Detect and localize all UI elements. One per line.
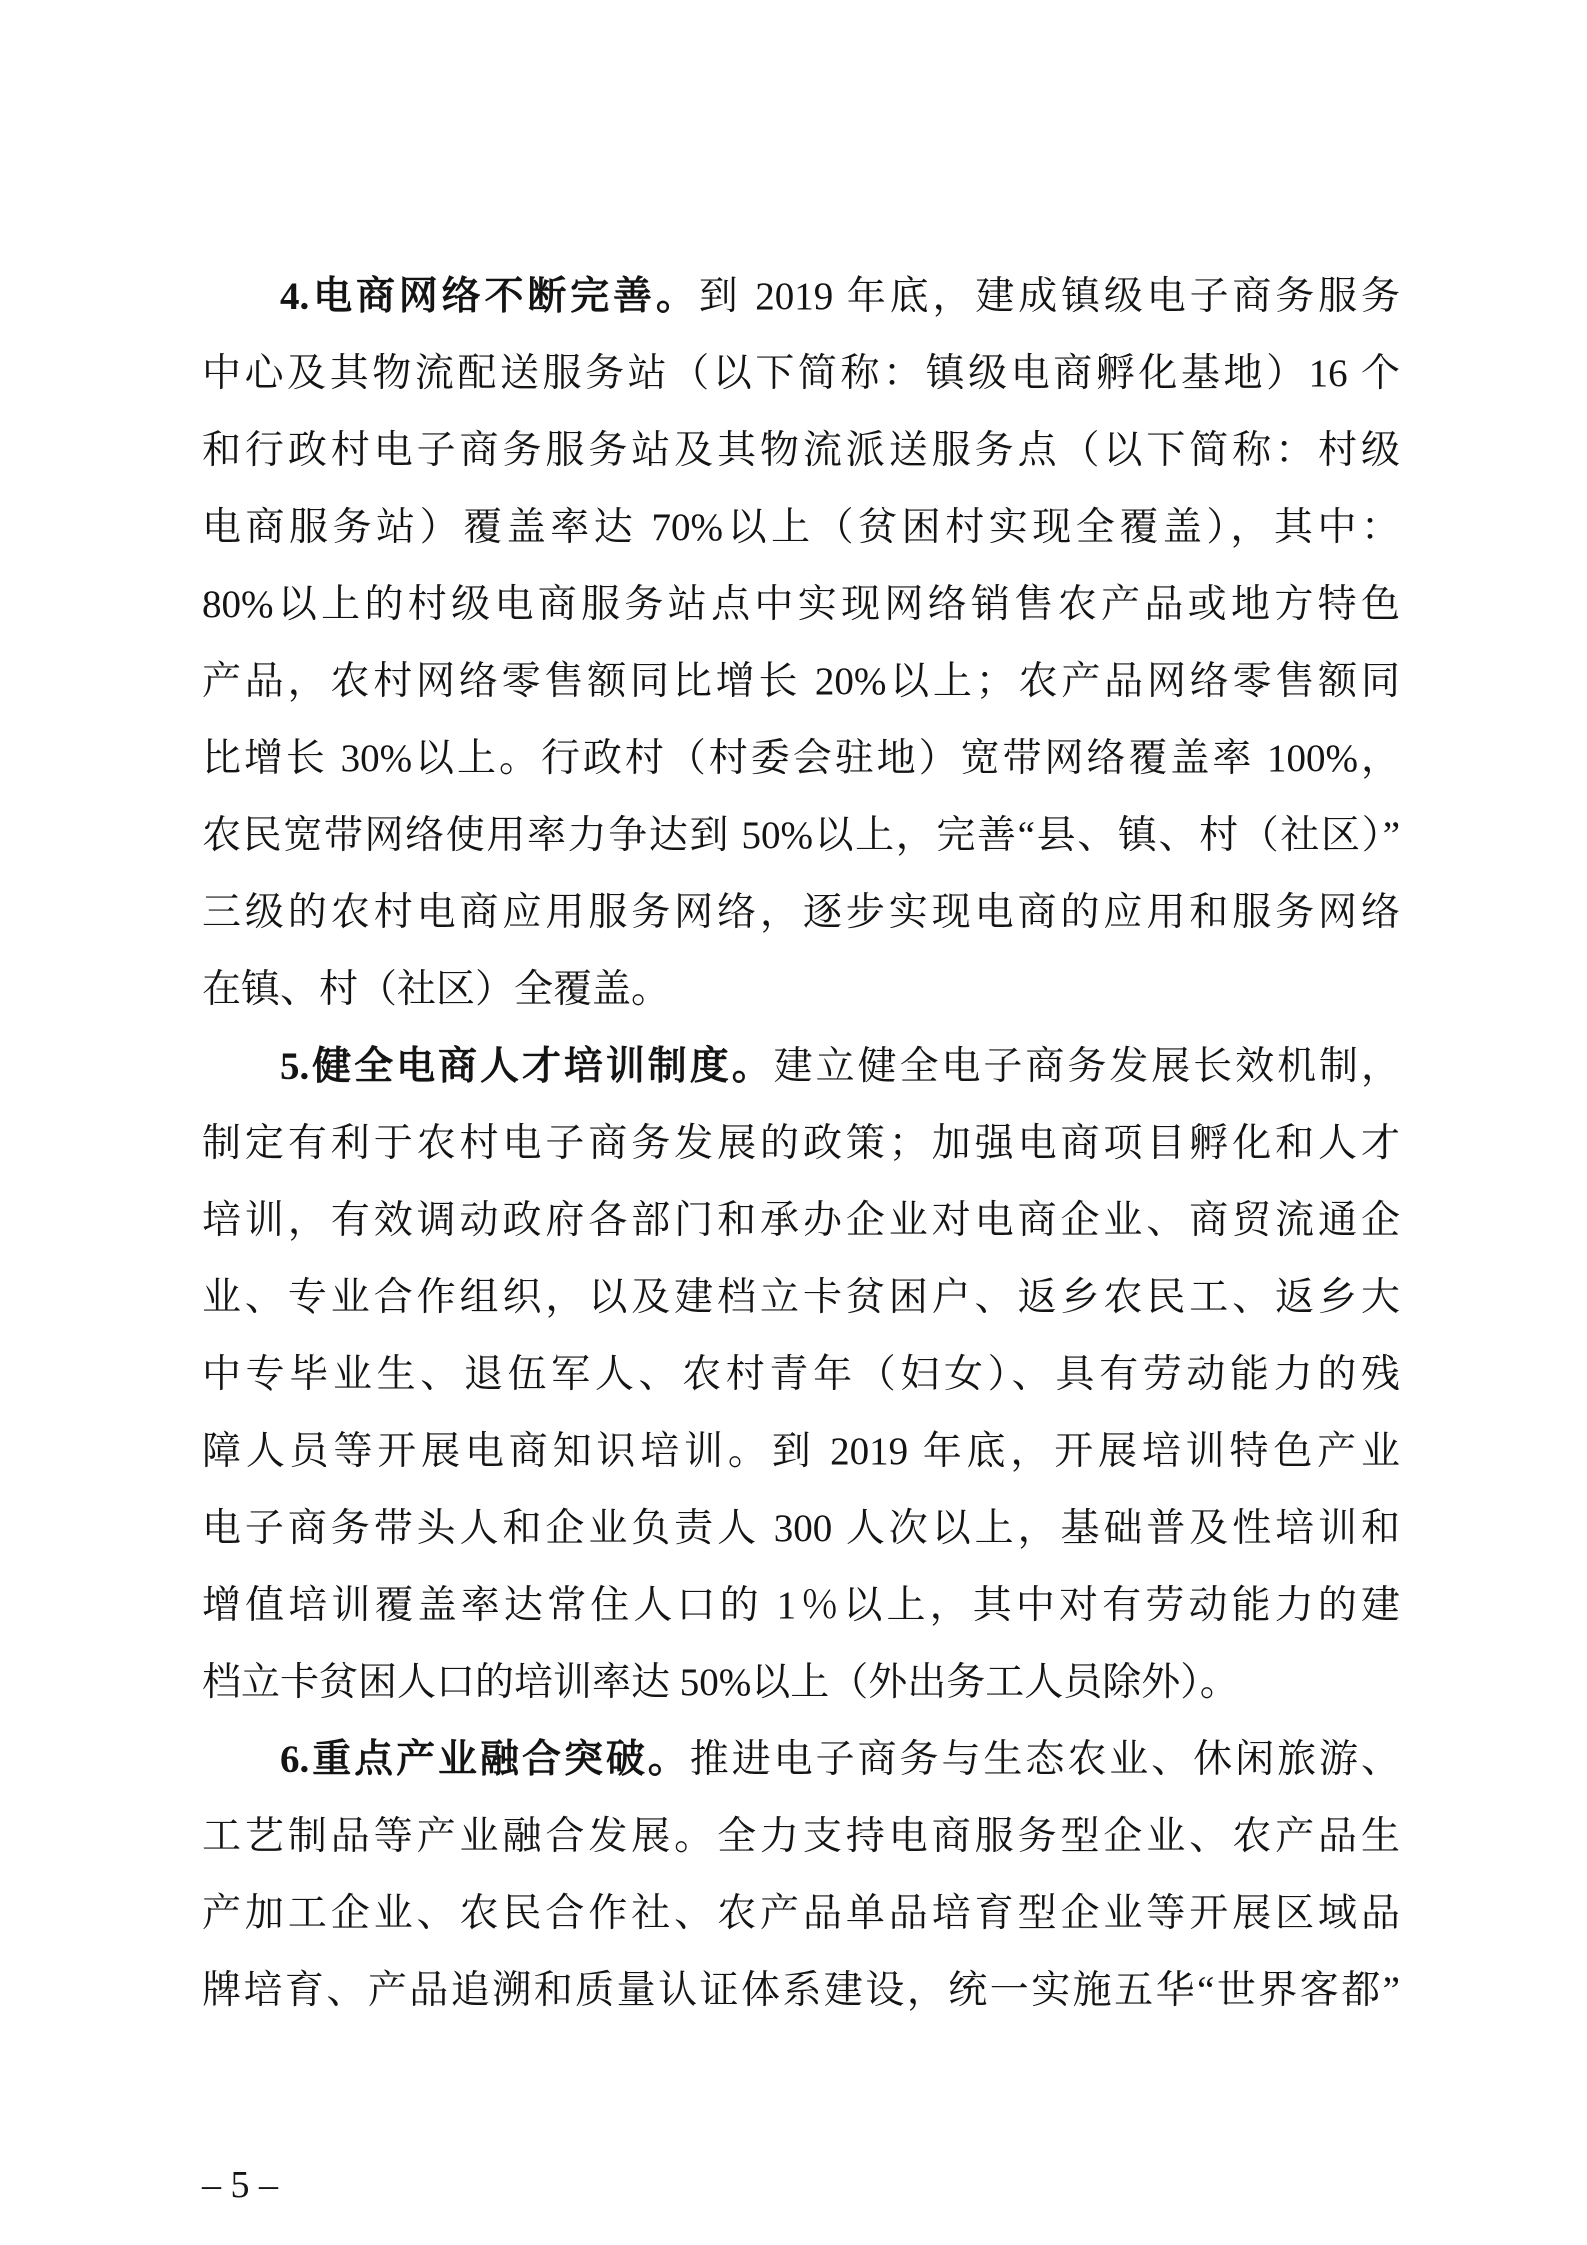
paragraph-line: 牌培育、产品追溯和质量认证体系建设，统一实施五华“世界客都” [202, 1969, 1400, 2012]
paragraph-line: 档立卡贫困人口的培训率达 50%以上（外出务工人员除外）。 [202, 1661, 1239, 1704]
paragraph-line: 障人员等开展电商知识培训。到 2019 年底，开展培训特色产业 [202, 1430, 1400, 1473]
paragraph-line: 产加工企业、农民合作社、农产品单品培育型企业等开展区域品 [202, 1892, 1400, 1935]
paragraph-line: 和行政村电子商务服务站及其物流派送服务点（以下简称：村级 [202, 429, 1400, 472]
paragraph-line: 中心及其物流配送服务站（以下简称：镇级电商孵化基地）16 个 [202, 352, 1400, 395]
paragraph-line: 培训，有效调动政府各部门和承办企业对电商企业、商贸流通企 [202, 1199, 1400, 1242]
paragraph-line: 比增长 30%以上。行政村（村委会驻地）宽带网络覆盖率 100%， [202, 737, 1400, 780]
section-heading: 5.健全电商人才培训制度。 [280, 1045, 774, 1088]
paragraph-line: 农民宽带网络使用率力争达到 50%以上，完善“县、镇、村（社区）” [202, 814, 1400, 857]
paragraph-line: 工艺制品等产业融合发展。全力支持电商服务型企业、农产品生 [202, 1815, 1400, 1858]
line-text: 建立健全电子商务发展长效机制， [773, 1045, 1400, 1088]
paragraph-line: 80%以上的村级电商服务站点中实现网络销售农产品或地方特色 [202, 583, 1400, 626]
paragraph-line: 电子商务带头人和企业负责人 300 人次以上，基础普及性培训和 [202, 1507, 1400, 1550]
paragraph-line: 增值培训覆盖率达常住人口的 1％以上，其中对有劳动能力的建 [202, 1584, 1400, 1627]
paragraph-line: 产品，农村网络零售额同比增长 20%以上；农产品网络零售额同 [202, 660, 1400, 703]
line-text: 到 2019 年底，建成镇级电子商务服务 [698, 275, 1400, 318]
section-heading: 4.电商网络不断完善。 [280, 275, 699, 318]
paragraph-line: 三级的农村电商应用服务网络，逐步实现电商的应用和服务网络 [202, 891, 1400, 934]
section-heading: 6.重点产业融合突破。 [280, 1738, 690, 1781]
paragraph-line [202, 1028, 1400, 1105]
page-number: – 5 – [202, 2164, 278, 2206]
paragraph-line [202, 1721, 1400, 1798]
paragraph-line: 业、专业合作组织，以及建档立卡贫困户、返乡农民工、返乡大 [202, 1276, 1400, 1319]
line-text: 推进电子商务与生态农业、休闲旅游、 [689, 1738, 1400, 1781]
document-body [202, 258, 1400, 2029]
paragraph-line: 电商服务站）覆盖率达 70%以上（贫困村实现全覆盖），其中： [202, 506, 1400, 549]
paragraph-line: 中专毕业生、退伍军人、农村青年（妇女）、具有劳动能力的残 [202, 1353, 1400, 1396]
paragraph-line [202, 258, 1400, 335]
paragraph-line: 在镇、村（社区）全覆盖。 [202, 968, 671, 1011]
paragraph-line: 制定有利于农村电子商务发展的政策；加强电商项目孵化和人才 [202, 1122, 1400, 1165]
